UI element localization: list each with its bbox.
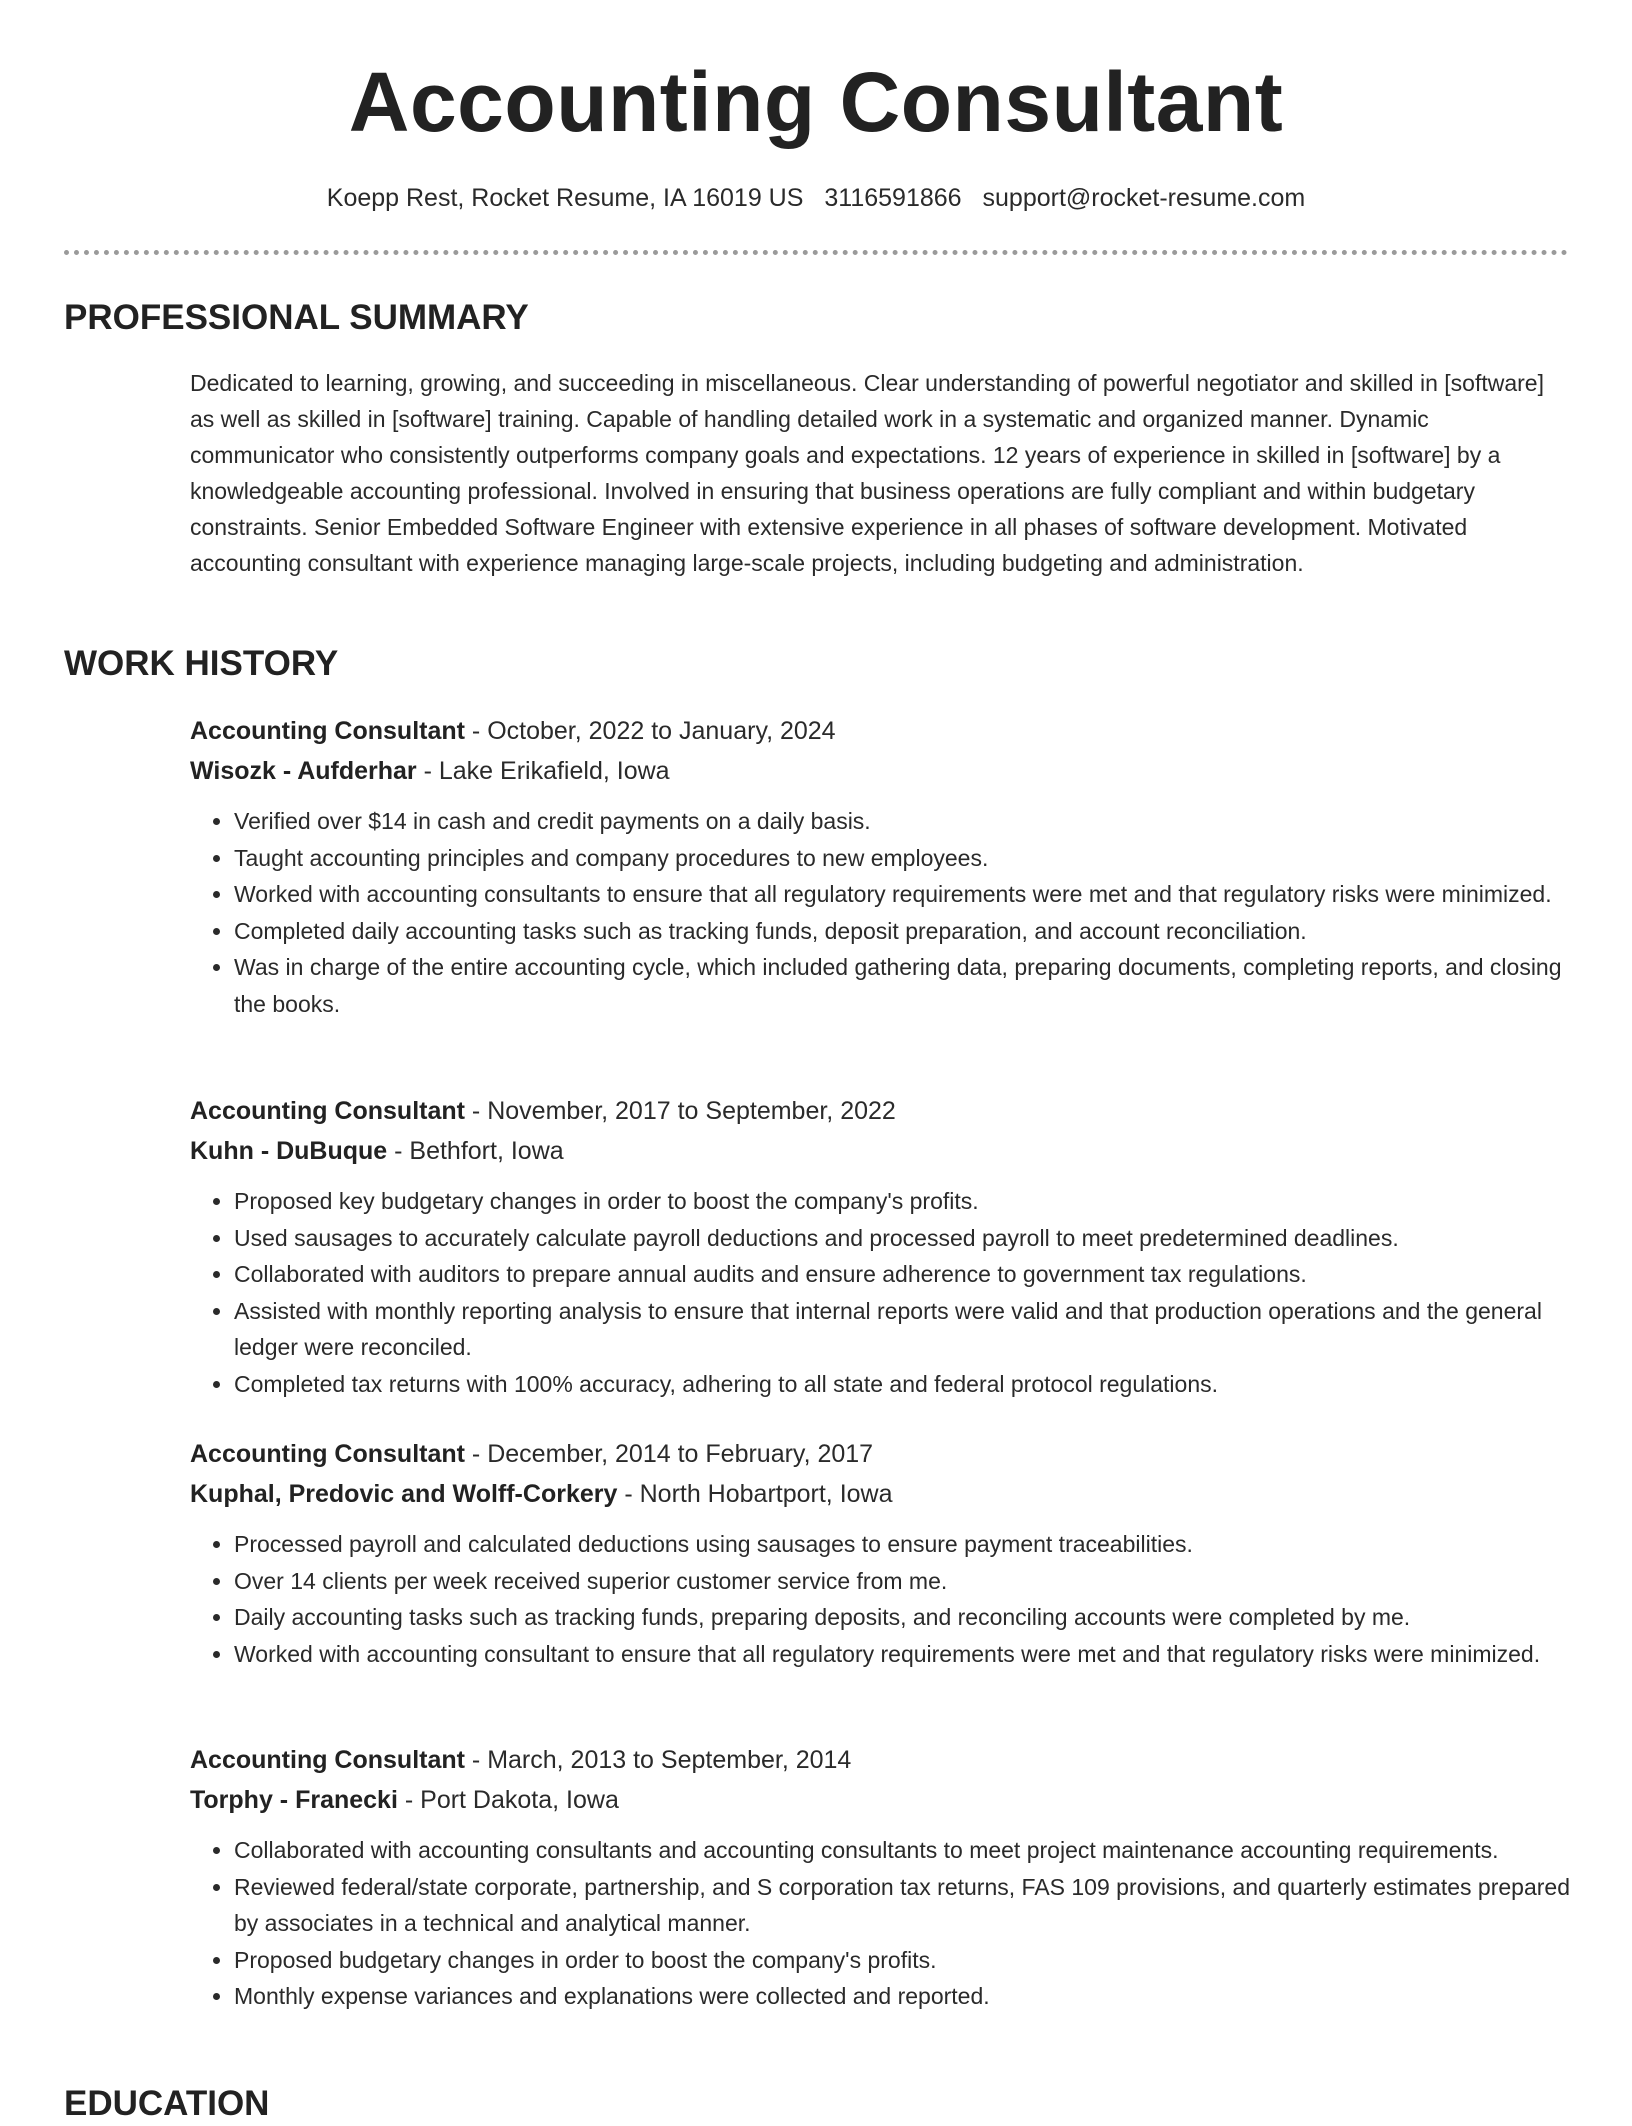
contact-address: Koepp Rest, Rocket Resume, IA 16019 US — [326, 184, 804, 212]
job-company: Kuhn - DuBuque — [190, 1137, 388, 1165]
job-company-line — [190, 751, 1570, 791]
header-divider — [64, 250, 1568, 255]
job-company-line — [190, 1780, 1570, 1820]
job-location: - Bethfort, Iowa — [387, 1137, 564, 1165]
job-role: Accounting Consultant — [190, 717, 465, 745]
job-company: Torphy - Franecki — [190, 1786, 398, 1814]
candidate-name: Accounting Consultant — [348, 55, 1284, 149]
job-bullet: • Completed daily accounting tasks such as tracking funds, deposit preparation, and account reconciliation. — [234, 913, 1570, 950]
job-entry — [190, 711, 1570, 1022]
job-role: Accounting Consultant — [190, 1746, 465, 1774]
job-bullet: • Collaborated with auditors to prepare annual audits and ensure adherence to government tax regulations. — [234, 1256, 1570, 1293]
job-bullet: • Monthly expense variances and explanations were collected and reported. — [234, 1978, 1570, 2015]
job-bullet-list — [190, 1183, 1570, 1402]
job-title-line — [190, 1091, 1570, 1131]
job-location: - North Hobartport, Iowa — [617, 1480, 893, 1508]
job-company-line — [190, 1131, 1570, 1171]
job-title-line — [190, 1740, 1570, 1780]
job-company: Wisozk - Aufderhar — [190, 757, 417, 785]
contact-line — [0, 180, 1632, 216]
job-bullet: • Collaborated with accounting consultants and accounting consultants to meet project maintenance accounting requirements. — [234, 1832, 1570, 1869]
job-location: - Lake Erikafield, Iowa — [416, 757, 670, 785]
job-bullet-list — [190, 1526, 1570, 1672]
job-title-line — [190, 1434, 1570, 1474]
contact-phone: 3116591866 — [824, 184, 962, 212]
section-title-education: EDUCATION — [64, 2084, 270, 2123]
job-entry — [190, 1091, 1570, 1402]
job-role: Accounting Consultant — [190, 1097, 465, 1125]
job-bullet: • Was in charge of the entire accounting cycle, which included gathering data, preparing documents, completing reports, and closing the books. — [234, 949, 1570, 1022]
summary-text: Dedicated to learning, growing, and succeeding in miscellaneous. Clear understanding of powerful negotiator and skilled in [software] as well as skilled in [software] training. Capable of handling detailed work in a systematic and organized manner. Dynamic communicator who consistently outperforms company goals and expectations. 12 years of experience in skilled in [software] by a knowledgeable accounting professional. Involved in ensuring that business operations are fully compliant and within budgetary constraints. Senior Embedded Software Engineer with extensive experience in all phases of software development. Motivated accounting consultant with experience managing large-scale projects, including budgeting and administration. — [190, 370, 1544, 576]
job-entry — [190, 1434, 1570, 1672]
job-bullet: • Used sausages to accurately calculate payroll deductions and processed payroll to meet predetermined deadlines. — [234, 1220, 1570, 1257]
job-bullet: • Taught accounting principles and company procedures to new employees. — [234, 840, 1570, 877]
job-bullet: • Completed tax returns with 100% accuracy, adhering to all state and federal protocol regulations. — [234, 1366, 1570, 1403]
job-location: - Port Dakota, Iowa — [397, 1786, 619, 1814]
job-bullet: • Worked with accounting consultant to ensure that all regulatory requirements were met and that regulatory risks were minimized. — [234, 1636, 1570, 1673]
section-title-summary: PROFESSIONAL SUMMARY — [64, 298, 529, 337]
job-bullet: • Assisted with monthly reporting analysis to ensure that internal reports were valid and that production operations and the general ledger were reconciled. — [234, 1293, 1570, 1366]
job-bullet: • Proposed budgetary changes in order to boost the company's profits. — [234, 1942, 1570, 1979]
job-title-line — [190, 711, 1570, 751]
job-dates: - October, 2022 to January, 2024 — [464, 717, 836, 745]
job-dates: - November, 2017 to September, 2022 — [464, 1097, 896, 1125]
section-title-work-history: WORK HISTORY — [64, 644, 339, 683]
job-bullet: • Worked with accounting consultants to ensure that all regulatory requirements were met and that regulatory risks were minimized. — [234, 876, 1570, 913]
job-bullet: • Daily accounting tasks such as tracking funds, preparing deposits, and reconciling accounts were completed by me. — [234, 1599, 1570, 1636]
job-bullet: • Reviewed federal/state corporate, partnership, and S corporation tax returns, FAS 109 provisions, and quarterly estimates prepared by associates in a technical and analytical manner. — [234, 1869, 1570, 1942]
job-bullet-list — [190, 803, 1570, 1022]
job-dates: - March, 2013 to September, 2014 — [464, 1746, 852, 1774]
job-bullet: • Proposed key budgetary changes in order to boost the company's profits. — [234, 1183, 1570, 1220]
job-company-line — [190, 1474, 1570, 1514]
job-company: Kuphal, Predovic and Wolff-Corkery — [190, 1480, 618, 1508]
job-bullet: • Processed payroll and calculated deductions using sausages to ensure payment traceabilities. — [234, 1526, 1570, 1563]
contact-email: support@rocket-resume.com — [982, 184, 1306, 212]
job-bullet-list — [190, 1832, 1570, 2015]
job-entry — [190, 1740, 1570, 2015]
job-dates: - December, 2014 to February, 2017 — [464, 1440, 874, 1468]
job-role: Accounting Consultant — [190, 1440, 465, 1468]
job-bullet: • Over 14 clients per week received superior customer service from me. — [234, 1563, 1570, 1600]
job-bullet: • Verified over $14 in cash and credit payments on a daily basis. — [234, 803, 1570, 840]
